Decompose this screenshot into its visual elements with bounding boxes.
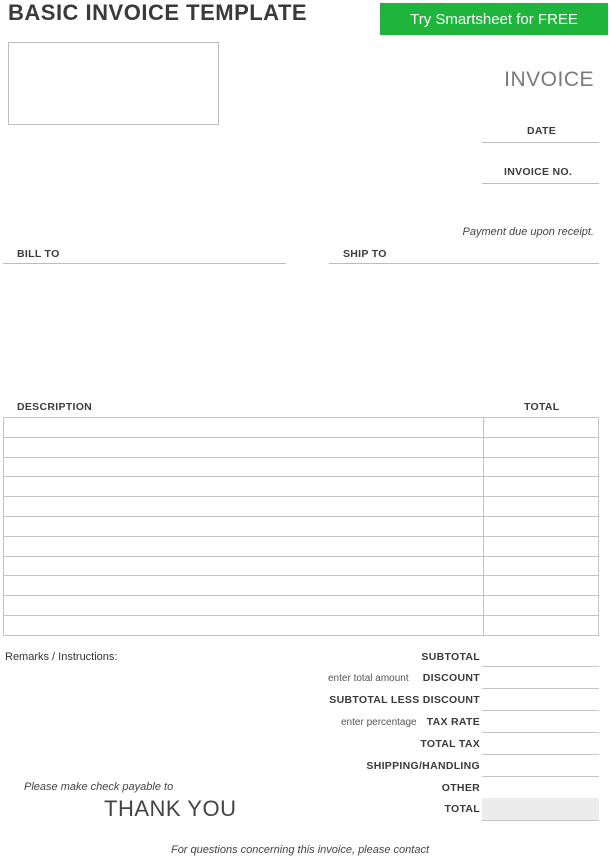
line-total-cell[interactable]: [484, 576, 599, 596]
ship-to-field[interactable]: [329, 266, 599, 386]
bill-to-divider: [3, 263, 286, 264]
grand-total-label: TOTAL: [444, 803, 480, 815]
shipping-handling-label: SHIPPING/HANDLING: [366, 760, 480, 772]
discount-label: DISCOUNT: [422, 672, 480, 684]
grand-total-field[interactable]: [482, 798, 599, 821]
bill-to-field[interactable]: [3, 266, 286, 386]
subtotal-less-discount-field[interactable]: [482, 693, 599, 711]
line-total-cell[interactable]: [484, 477, 599, 497]
table-row: [4, 516, 599, 536]
line-total-cell[interactable]: [484, 497, 599, 517]
table-row: [4, 457, 599, 477]
description-cell[interactable]: [4, 497, 484, 517]
discount-hint: enter total amount: [328, 673, 409, 684]
table-row: [4, 418, 599, 438]
line-total-cell[interactable]: [484, 457, 599, 477]
subtotal-label: SUBTOTAL: [421, 651, 480, 663]
description-cell[interactable]: [4, 556, 484, 576]
invoice-number-field[interactable]: [482, 183, 599, 184]
total-tax-field[interactable]: [482, 737, 599, 755]
other-field[interactable]: [482, 781, 599, 799]
subtotal-field[interactable]: [482, 650, 599, 667]
description-cell[interactable]: [4, 615, 484, 635]
line-total-cell[interactable]: [484, 516, 599, 536]
shipping-handling-field[interactable]: [482, 759, 599, 777]
ship-to-divider: [329, 263, 599, 264]
document-title: BASIC INVOICE TEMPLATE: [8, 0, 308, 25]
payment-terms-note: Payment due upon receipt.: [462, 226, 594, 238]
table-row: [4, 556, 599, 576]
try-smartsheet-button[interactable]: Try Smartsheet for FREE: [380, 3, 608, 35]
description-cell[interactable]: [4, 418, 484, 438]
check-payable-note: Please make check payable to: [24, 781, 174, 793]
subtotal-less-discount-label: SUBTOTAL LESS DISCOUNT: [329, 694, 480, 706]
ship-to-label: SHIP TO: [343, 248, 387, 260]
contact-footer-note: For questions concerning this invoice, please contact: [170, 844, 430, 856]
total-column-header: TOTAL: [524, 401, 560, 413]
description-cell[interactable]: [4, 596, 484, 616]
line-total-cell[interactable]: [484, 556, 599, 576]
line-total-cell[interactable]: [484, 418, 599, 438]
description-cell[interactable]: [4, 576, 484, 596]
date-label: DATE: [527, 125, 557, 137]
line-total-cell[interactable]: [484, 437, 599, 457]
description-column-header: DESCRIPTION: [17, 401, 93, 413]
table-row: [4, 576, 599, 596]
description-cell[interactable]: [4, 536, 484, 556]
table-row: [4, 497, 599, 517]
total-tax-label: TOTAL TAX: [420, 738, 480, 750]
line-total-cell[interactable]: [484, 596, 599, 616]
table-row: [4, 615, 599, 635]
table-row: [4, 437, 599, 457]
table-row: [4, 536, 599, 556]
remarks-label: Remarks / Instructions:: [5, 651, 118, 663]
date-field[interactable]: [482, 142, 599, 143]
line-items-table: [3, 417, 599, 636]
table-row: [4, 477, 599, 497]
invoice-number-label: INVOICE NO.: [504, 166, 573, 178]
tax-rate-hint: enter percentage: [341, 717, 417, 728]
description-cell[interactable]: [4, 477, 484, 497]
tax-rate-field[interactable]: [482, 715, 599, 733]
tax-rate-label: TAX RATE: [426, 716, 480, 728]
table-row: [4, 596, 599, 616]
description-cell[interactable]: [4, 437, 484, 457]
other-label: OTHER: [441, 782, 480, 794]
line-total-cell[interactable]: [484, 536, 599, 556]
description-cell[interactable]: [4, 457, 484, 477]
discount-field[interactable]: [482, 671, 599, 689]
remarks-field[interactable]: [5, 668, 305, 768]
thank-you-text: THANK YOU: [104, 796, 237, 821]
line-total-cell[interactable]: [484, 615, 599, 635]
description-cell[interactable]: [4, 516, 484, 536]
invoice-heading: INVOICE: [504, 68, 594, 91]
bill-to-label: BILL TO: [17, 248, 60, 260]
logo-placeholder[interactable]: [8, 42, 219, 125]
